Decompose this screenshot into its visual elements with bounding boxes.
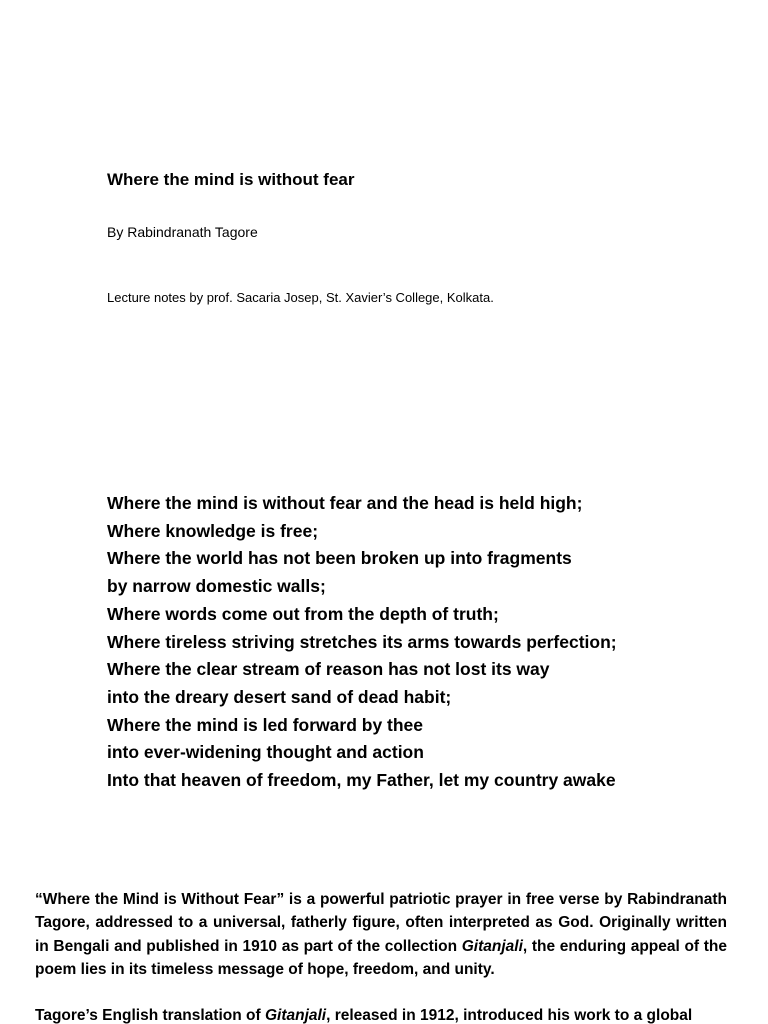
- poem-line: Where the mind is led forward by thee: [107, 714, 424, 735]
- poem-line: Where tireless striving stretches its arms towards perfection;: [107, 631, 617, 652]
- essay-text: , released in 1912, introduced his work to a global: [326, 1007, 693, 1024]
- essay-text: “Where the Mind is Without Fear” is a powerful patriotic prayer in free verse by Rabindranath Tagore, addressed to a universal, fatherly figure, often interpreted as God. Originally written in Bengali and published in 1910 as part of the collection: [35, 891, 727, 955]
- essay-body: [35, 888, 727, 1024]
- author-line: By Rabindranath Tagore: [107, 224, 258, 240]
- poem-line: Into that heaven of freedom, my Father, let my country awake: [107, 770, 616, 791]
- document-title: Where the mind is without fear: [107, 170, 355, 189]
- poem-line: Where the world has not been broken up into fragments: [107, 548, 572, 569]
- poem-line: into ever-widening thought and action: [107, 742, 424, 763]
- poem-line: Where knowledge is free;: [107, 520, 319, 541]
- essay-text: Tagore’s English translation of: [35, 1007, 265, 1024]
- collection-title: Gitanjali: [461, 937, 523, 955]
- poem-line: into the dreary desert sand of dead habit;: [107, 686, 452, 707]
- lecture-note: Lecture notes by prof. Sacaria Josep, St. Xavier’s College, Kolkata.: [107, 290, 494, 305]
- collection-title: Gitanjali: [264, 1007, 327, 1024]
- essay-paragraph-2: [35, 1004, 727, 1024]
- poem-line: by narrow domestic walls;: [107, 576, 326, 597]
- poem-line: Where the mind is without fear and the head is held high;: [107, 493, 583, 513]
- essay-paragraph-1: [35, 888, 727, 981]
- poem-line: Where words come out from the depth of truth;: [107, 603, 499, 624]
- poem-block: [107, 490, 617, 795]
- essay-text: , the enduring appeal of the poem lies in its timeless message of hope, freedom, and unity.: [35, 937, 727, 978]
- poem-line: Where the clear stream of reason has not lost its way: [107, 659, 550, 680]
